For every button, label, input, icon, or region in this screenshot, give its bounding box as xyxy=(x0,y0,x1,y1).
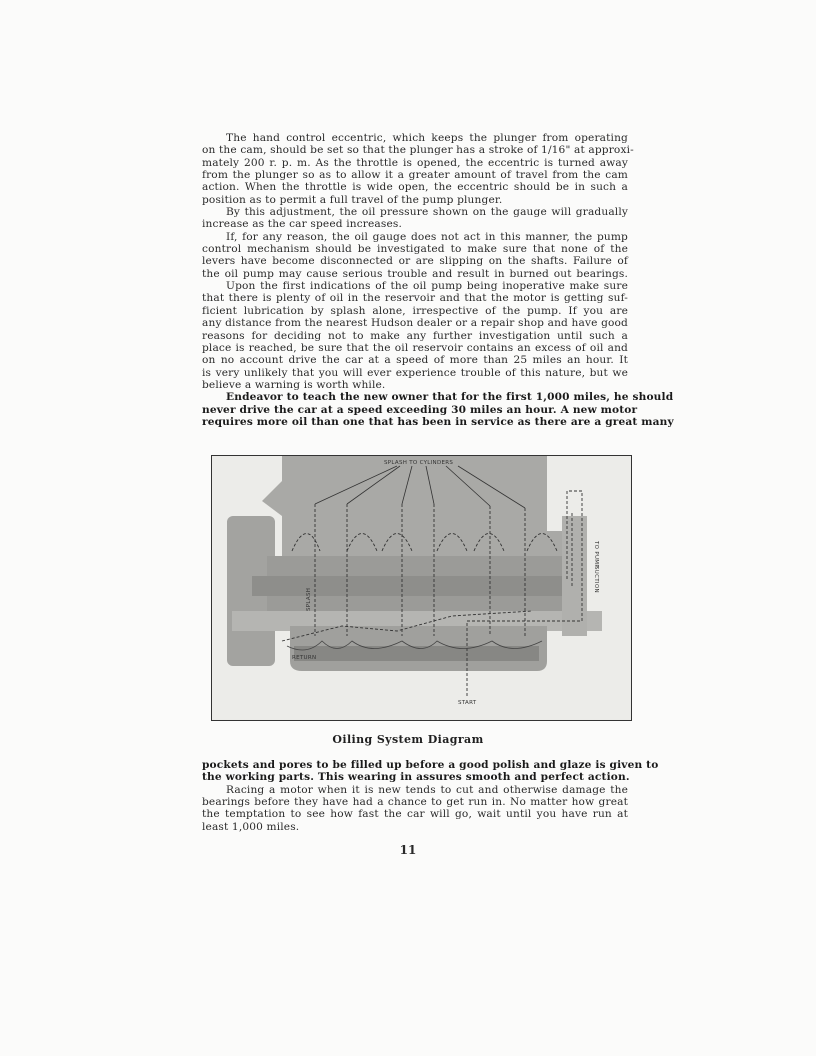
text-line: the temptation to see how fast the car will go, wait until you have run at xyxy=(202,808,628,821)
page-number: 11 xyxy=(399,843,417,857)
text-line: position as to permit a full travel of the pump plunger. xyxy=(202,193,503,206)
text-line: the working parts. This wearing in assures smooth and perfect action. xyxy=(202,771,630,784)
text-line: is very unlikely that you will ever experience trouble of this nature, but we xyxy=(202,366,628,379)
text-line: reasons for deciding not to make any further investigation until such a xyxy=(202,329,628,342)
text-line: mately 200 r. p. m. As the throttle is opened, the eccentric is turned away xyxy=(202,156,628,169)
text-line: ficient lubrication by splash alone, irrespective of the pump. If you are xyxy=(202,304,628,317)
text-line: on no account drive the car at a speed of more than 25 miles an hour. It xyxy=(202,354,628,367)
text-line: pockets and pores to be filled up before a good polish and glaze is given to xyxy=(202,759,659,771)
figure-caption: Oiling System Diagram xyxy=(332,733,484,746)
label-splash: SPLASH xyxy=(306,587,312,611)
oiling-system-diagram xyxy=(211,455,632,721)
label-return: RETURN xyxy=(292,655,317,661)
text-line: Upon the first indications of the oil pump being inoperative make sure xyxy=(226,280,628,293)
text-line: least 1,000 miles. xyxy=(202,820,300,833)
text-line: By this adjustment, the oil pressure shown on the gauge will gradually xyxy=(226,206,628,219)
text-line: action. When the throttle is wide open, the eccentric should be in such a xyxy=(202,181,628,194)
body-text-bottom xyxy=(202,759,659,833)
label-to-pump: TO PUMP xyxy=(593,541,599,568)
text-line: that there is plenty of oil in the reservoir and that the motor is getting suf- xyxy=(202,292,628,305)
text-line: bearings before they have had a chance to get run in. No matter how great xyxy=(202,796,628,809)
text-line: Endeavor to teach the new owner that for the first 1,000 miles, he should xyxy=(226,391,674,404)
text-line: on the cam, should be set so that the plunger has a stroke of 1/16" at approxi- xyxy=(202,144,634,157)
text-line: believe a warning is worth while. xyxy=(202,378,386,391)
body-text-top xyxy=(202,132,674,428)
text-line: Racing a motor when it is new tends to cut and otherwise damage the xyxy=(226,783,628,796)
text-line: control mechanism should be investigated to make sure that none of the xyxy=(202,243,628,256)
text-line: from the plunger so as to allow it a greater amount of travel from the cam xyxy=(202,169,628,182)
label-suction: SUCTION xyxy=(593,566,599,593)
text-line: levers have become disconnected or are slipping on the shafts. Failure of xyxy=(202,255,628,268)
label-splash-to-cylinders: SPLASH TO CYLINDERS xyxy=(384,460,454,466)
label-start: START xyxy=(458,700,477,706)
text-line: increase as the car speed increases. xyxy=(202,218,402,231)
text-line: the oil pump may cause serious trouble and result in burned out bearings. xyxy=(202,267,628,280)
text-line: If, for any reason, the oil gauge does not act in this manner, the pump xyxy=(226,230,628,243)
text-line: requires more oil than one that has been in service as there are a great many xyxy=(202,415,674,428)
text-line: never drive the car at a speed exceeding 30 miles an hour. A new motor xyxy=(202,403,638,416)
text-line: place is reached, be sure that the oil reservoir contains an excess of oil and xyxy=(202,341,628,354)
text-line: any distance from the nearest Hudson dealer or a repair shop and have good xyxy=(202,317,628,330)
text-line: The hand control eccentric, which keeps the plunger from operating xyxy=(226,132,628,144)
engine-illustration xyxy=(212,456,630,719)
